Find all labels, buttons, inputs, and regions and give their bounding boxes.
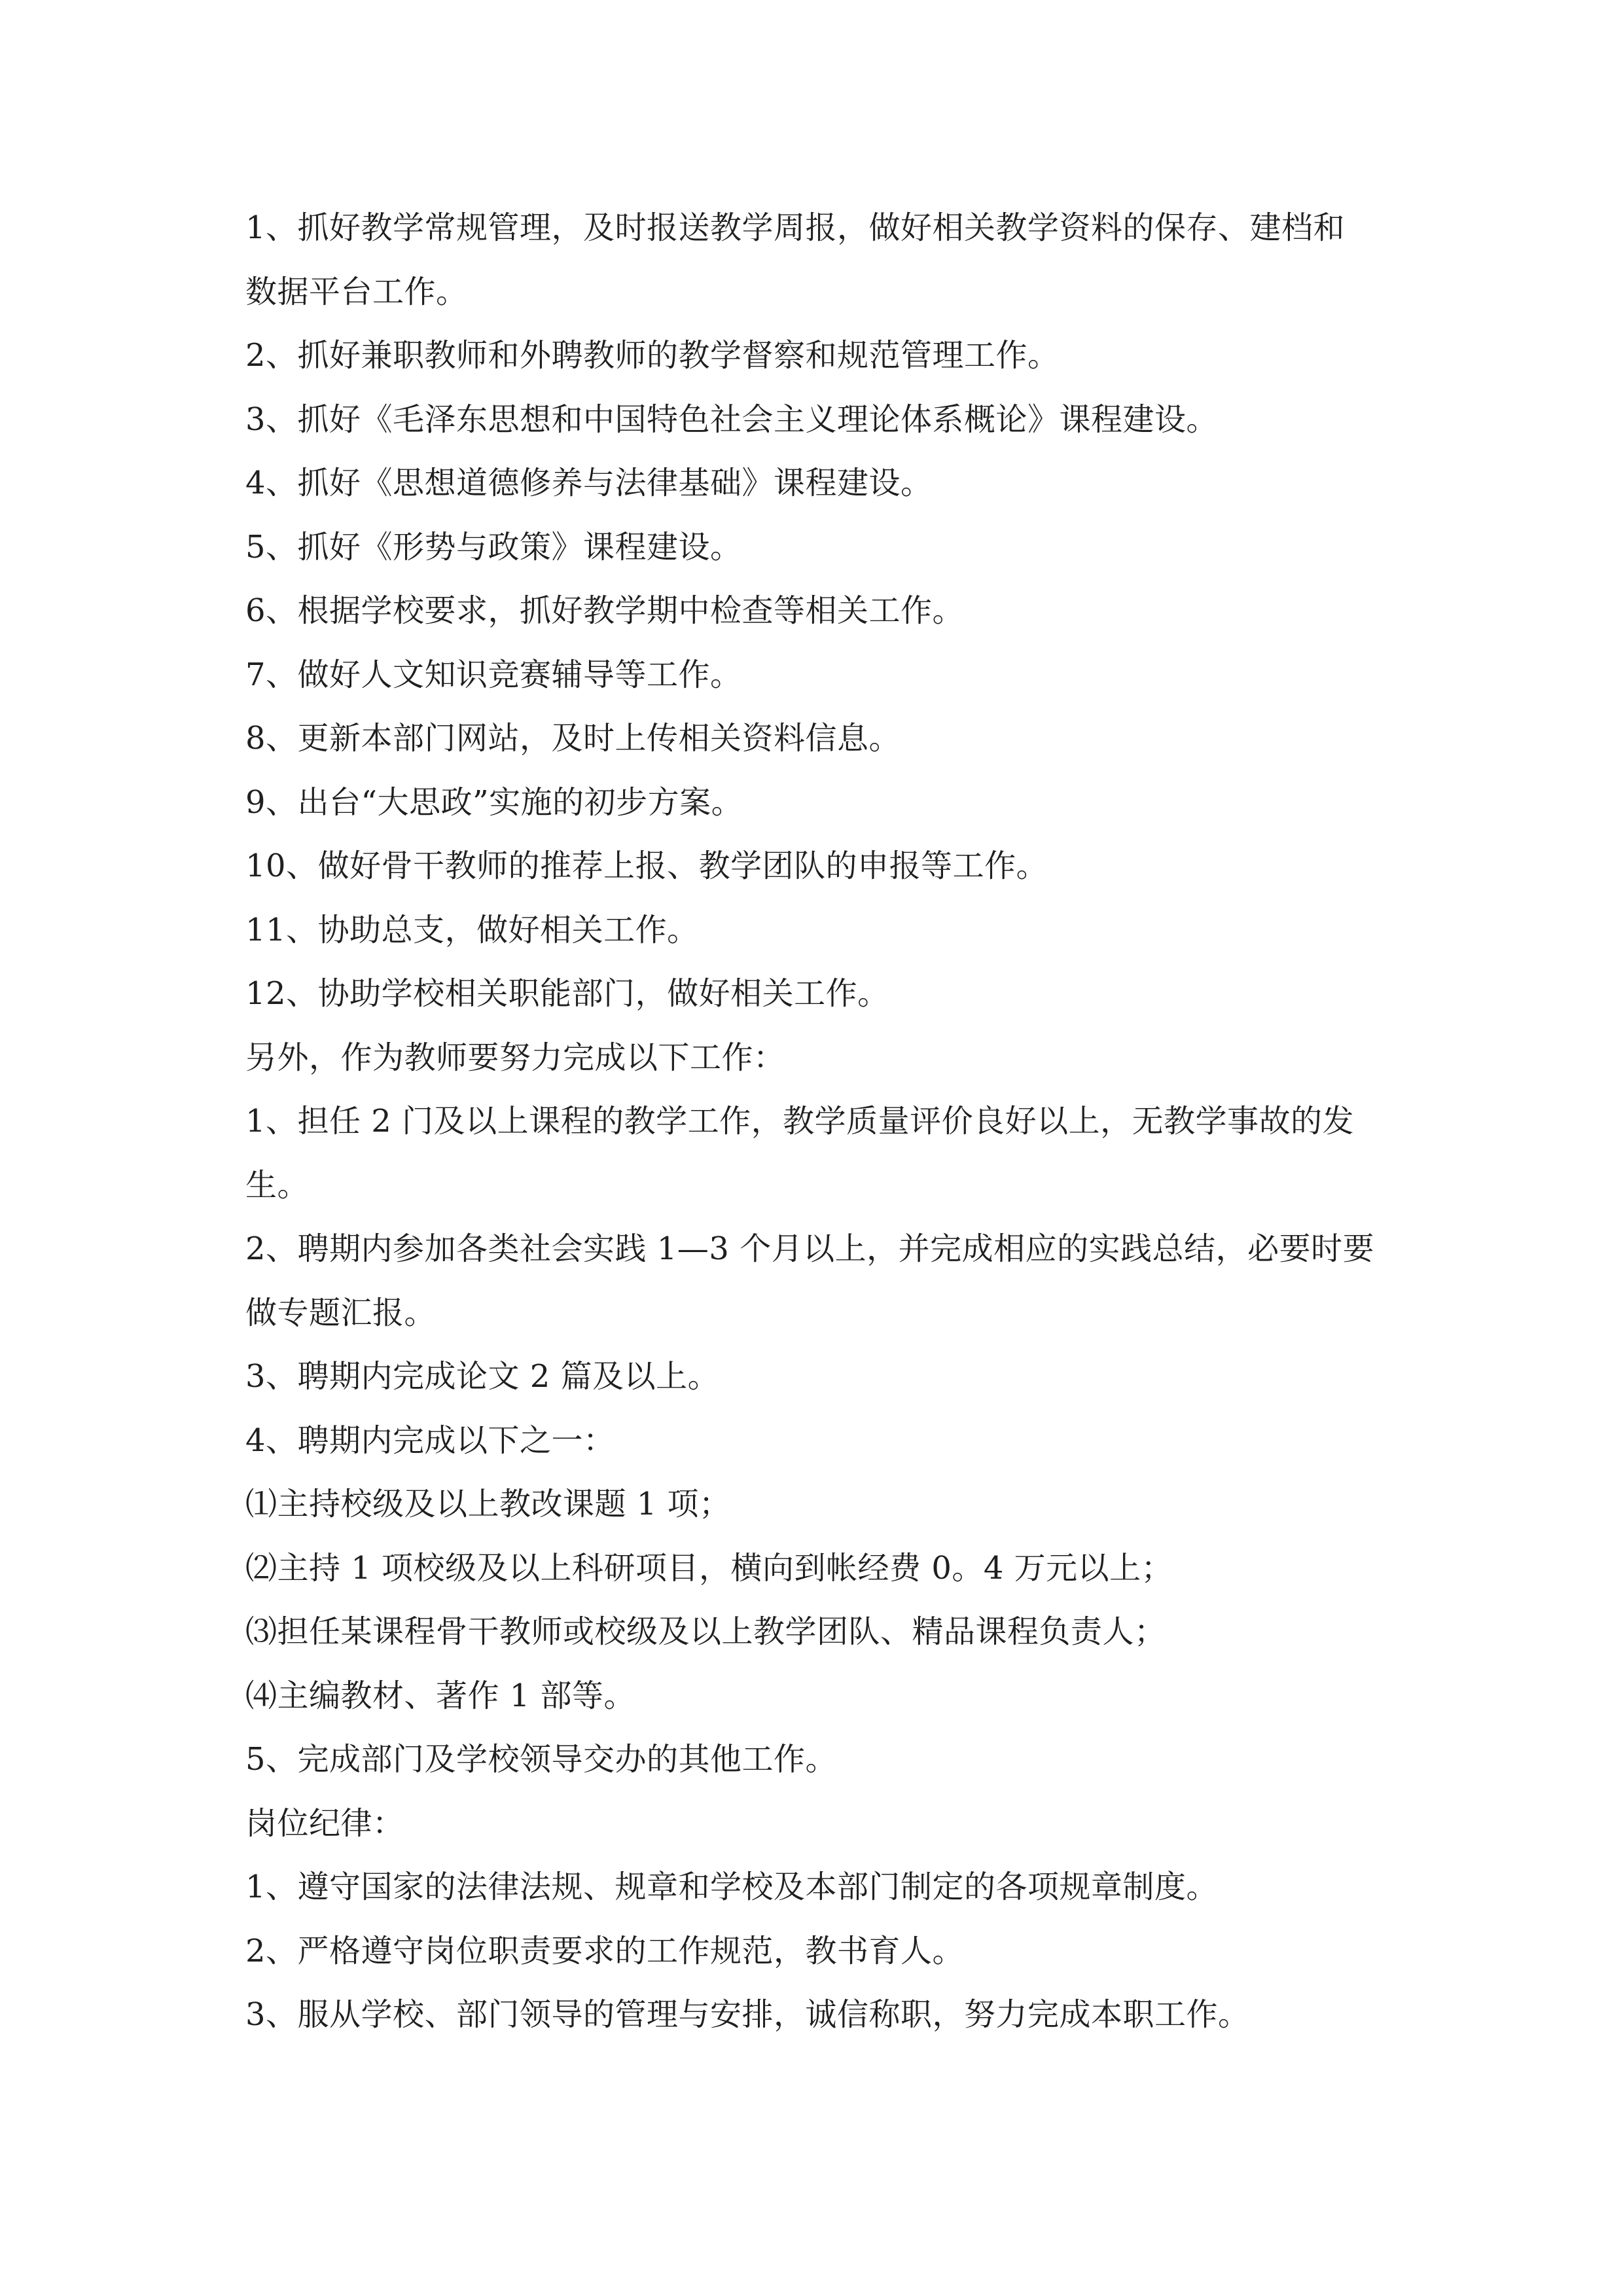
text-line: 10、做好骨干教师的推荐上报、教学团队的申报等工作。 <box>245 848 1048 884</box>
text-line: 7、做好人文知识竞赛辅导等工作。 <box>245 656 742 693</box>
text-line: 8、更新本部门网站，及时上传相关资料信息。 <box>245 720 901 757</box>
text-line: 6、根据学校要求，抓好教学期中检查等相关工作。 <box>245 592 965 629</box>
text-line: 2、聘期内参加各类社会实践 1—3 个月以上，并完成相应的实践总结，必要时要 <box>245 1230 1375 1267</box>
text-line: 3、服从学校、部门领导的管理与安排，诚信称职，努力完成本职工作。 <box>245 1996 1250 2033</box>
text-line: 做专题汇报。 <box>245 1294 437 1331</box>
text-line: 3、聘期内完成论文 2 篇及以上。 <box>245 1358 720 1395</box>
text-line: 3、抓好《毛泽东思想和中国特色社会主义理论体系概论》课程建设。 <box>245 401 1219 438</box>
text-line: ⑷主编教材、著作 1 部等。 <box>245 1677 636 1714</box>
text-line: 1、遵守国家的法律法规、规章和学校及本部门制定的各项规章制度。 <box>245 1869 1219 1905</box>
text-line: 另外，作为教师要努力完成以下工作： <box>245 1039 785 1076</box>
text-line: 4、聘期内完成以下之一： <box>245 1422 615 1459</box>
text-line: 9、出台“大思政”实施的初步方案。 <box>245 783 743 821</box>
text-line: 11、协助总支，做好相关工作。 <box>245 911 699 948</box>
text-line: 生。 <box>245 1166 310 1204</box>
text-line: 1、抓好教学常规管理，及时报送教学周报，做好相关教学资料的保存、建档和 <box>245 209 1346 246</box>
text-line: ⑴主持校级及以上教改课题 1 项； <box>245 1486 731 1522</box>
text-line: 岗位纪律： <box>245 1804 404 1842</box>
text-line: 12、协助学校相关职能部门，做好相关工作。 <box>245 975 889 1012</box>
text-line: ⑶担任某课程骨干教师或校级及以上教学团队、精品课程负责人； <box>245 1613 1166 1650</box>
text-line: 5、抓好《形势与政策》课程建设。 <box>245 528 742 565</box>
text-line: 4、抓好《思想道德修养与法律基础》课程建设。 <box>245 465 933 501</box>
text-line: 2、抓好兼职教师和外聘教师的教学督察和规范管理工作。 <box>245 337 1060 374</box>
text-line: 2、严格遵守岗位职责要求的工作规范，教书育人。 <box>245 1932 965 1969</box>
text-line: 1、担任 2 门及以上课程的教学工作，教学质量评价良好以上，无教学事故的发 <box>245 1103 1355 1139</box>
text-line: 5、完成部门及学校领导交办的其他工作。 <box>245 1741 838 1778</box>
text-line: ⑵主持 1 项校级及以上科研项目，横向到帐经费 0。4 万元以上； <box>245 1549 1173 1587</box>
document-body <box>245 196 1387 2047</box>
text-line: 数据平台工作。 <box>245 273 468 310</box>
